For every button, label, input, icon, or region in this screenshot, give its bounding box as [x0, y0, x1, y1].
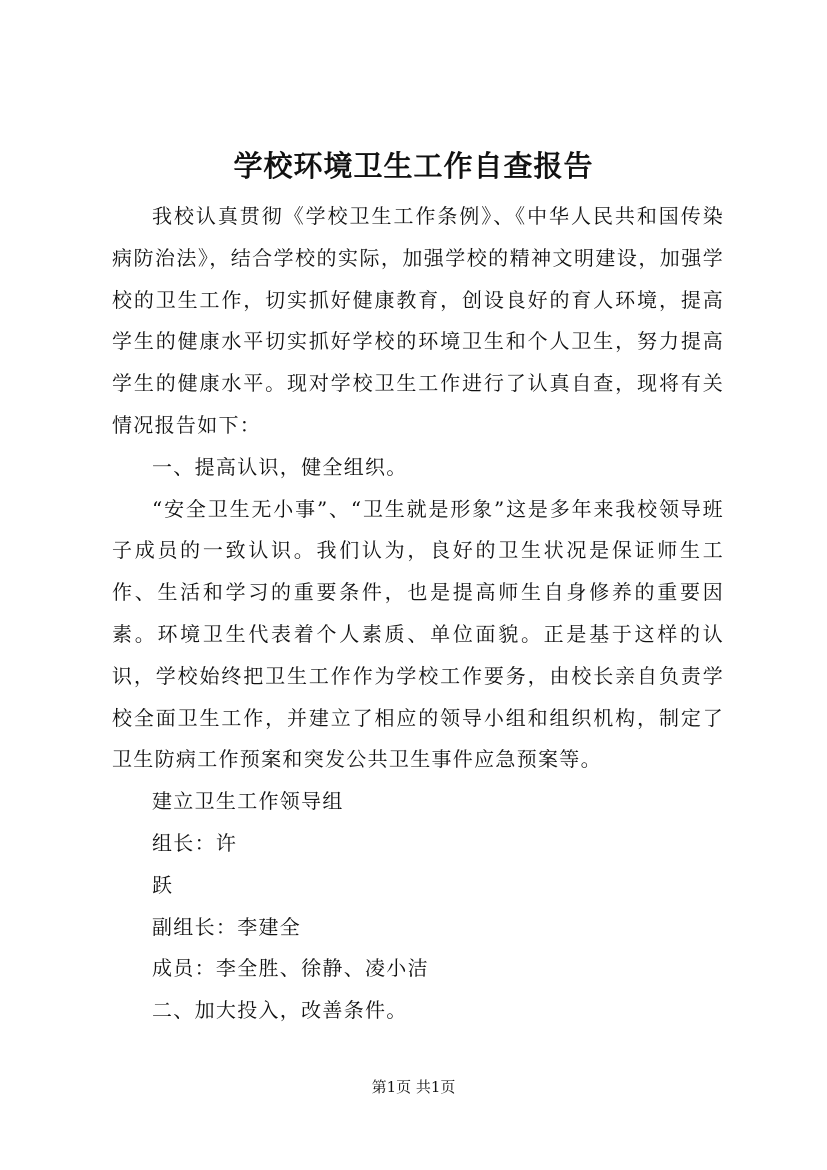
- leadership-group-heading: 建立卫生工作领导组: [152, 789, 344, 814]
- section-1-paragraph: “安全卫生无小事”、“卫生就是形象”这是多年来我校领导班子成员的一致认识。我们认为，良好的卫生状况是保证师生工作、生活和学习的重要条件，也是提高师生自身修养的重要因素。环境卫生代表着个人素质、单位面貌。正是基于这样的认识，学校始终把卫生工作作为学校工作要务，由校长亲自负责学校全面卫生工作，并建立了相应的领导小组和组织机构，制定了卫生防病工作预案和突发公共卫生事件应急预案等。: [112, 496, 724, 772]
- document-body: [112, 196, 724, 1032]
- section-heading-2: 二、加大投入，改善条件。: [152, 998, 408, 1023]
- document-title: 学校环境卫生工作自查报告: [233, 149, 594, 183]
- members-line: 成员：李全胜、徐静、凌小洁: [152, 956, 429, 981]
- page-footer: 第1页 共1页: [371, 1078, 456, 1096]
- intro-paragraph: 我校认真贯彻《学校卫生工作条例》、《中华人民共和国传染病防治法》，结合学校的实际，加强学校的精神文明建设，加强学校的卫生工作，切实抓好健康教育，创设良好的育人环境，提高学生的健康水平切实抓好学校的环境卫生和个人卫生，努力提高学生的健康水平。现对学校卫生工作进行了认真自查，现将有关情况报告如下：: [112, 204, 724, 437]
- section-heading-1: 一、提高认识，健全组织。: [152, 454, 408, 479]
- group-leader-name-continuation: 跃: [152, 872, 174, 897]
- deputy-leader-line: 副组长：李建全: [152, 914, 302, 939]
- group-leader-line: 组长：许: [152, 830, 238, 855]
